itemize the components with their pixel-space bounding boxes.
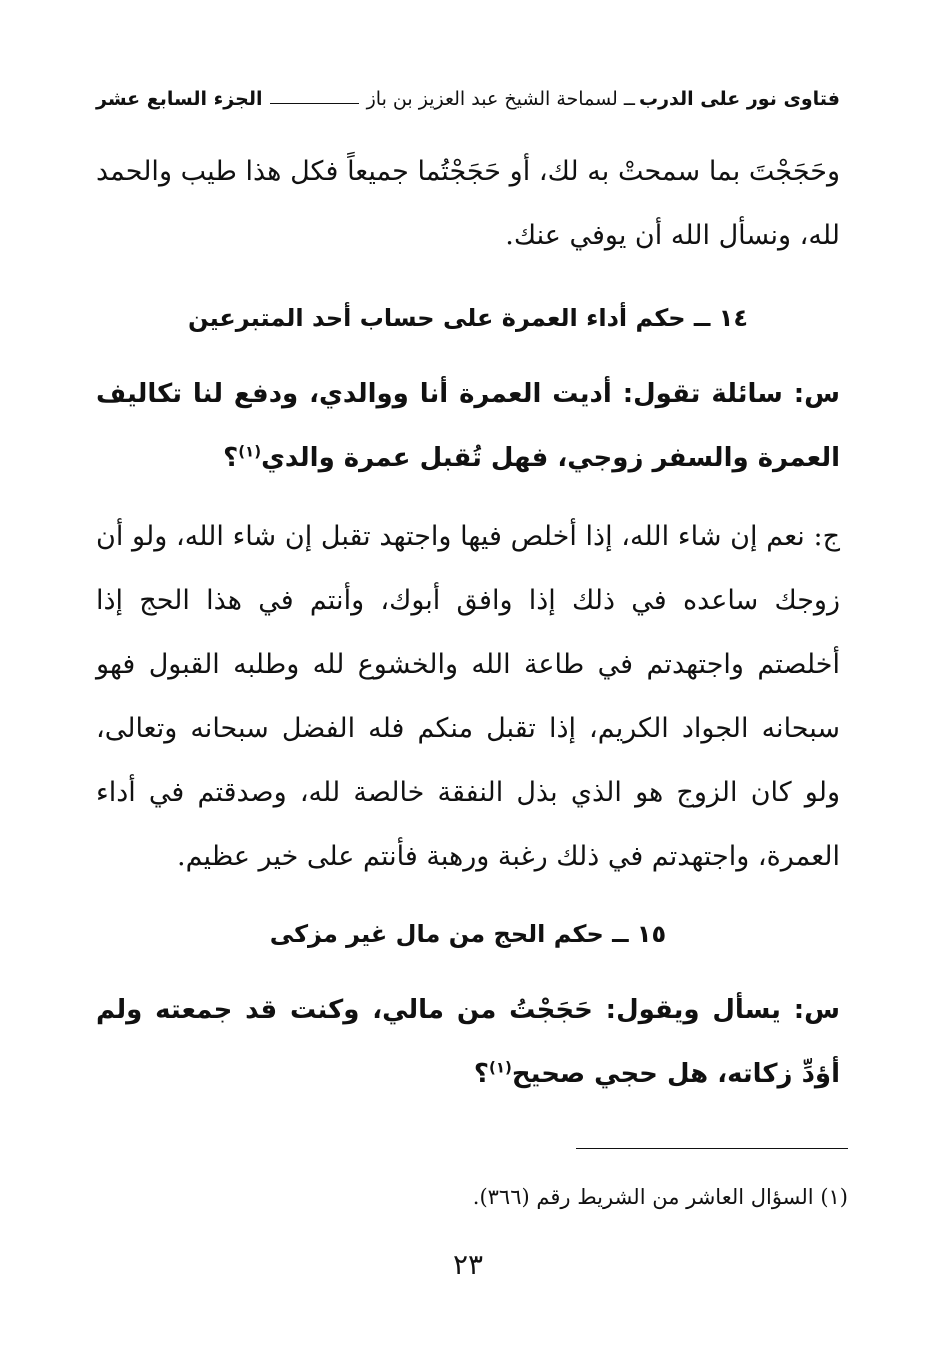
- question-15-text: س: يسأل ويقول: حَجَجْتُ من مالي، وكنت قد جمعته ولم أؤدِّ زكاته، هل حجي صحيح: [96, 995, 840, 1089]
- footnote: (١) السؤال العاشر من الشريط رقم (٣٦٦).: [472, 1185, 848, 1209]
- header-rule: [270, 103, 358, 104]
- question-15-end: ؟: [473, 1059, 489, 1089]
- page-number: ٢٣: [452, 1248, 484, 1281]
- question-14: [96, 362, 840, 490]
- answer-14: ج: نعم إن شاء الله، إذا أخلص فيها واجتهد تقبل إن شاء الله، ولو أن زوجك ساعده في ذلك إذا وافق أبوك، وأنتم في هذا الحج إذا أخلصتم واجتهدتم في طاعة الله والخشوع لله وطلبه القبول فهو سبحانه الجواد الكريم، إذا تقبل منكم فله الفضل سبحانه وتعالى، ولو كان الزوج هو الذي بذل النفقة خالصة لله، وصدقتم في أداء العمرة، واجتهدتم في ذلك رغبة ورهبة فأنتم على خير عظيم.: [96, 521, 840, 872]
- section-heading-14: ١٤ ــ حكم أداء العمرة على حساب أحد المتبرعين: [188, 304, 748, 332]
- footnote-marker: (١): [489, 1058, 512, 1077]
- volume-label: الجزء السابع عشر: [96, 88, 263, 110]
- continuation-paragraph: وحَجَجْتَ بما سمحتْ به لك، أو حَجَجْتُما جميعاً فكل هذا طيب والحمد لله، ونسأل الله أن يوفي عنك.: [96, 156, 840, 251]
- question-15: [96, 978, 840, 1106]
- footnote-marker: (١): [238, 442, 262, 461]
- footnote-divider: [576, 1148, 848, 1149]
- running-header: [96, 84, 840, 114]
- question-14-end: ؟: [223, 443, 239, 473]
- section-heading-15: ١٥ ــ حكم الحج من مال غير مزكى: [269, 920, 667, 948]
- book-title: فتاوى نور على الدرب: [639, 88, 840, 110]
- question-14-text: س: سائلة تقول: أديت العمرة أنا ووالدي، ودفع لنا تكاليف العمرة والسفر زوجي، فهل تُقبل عمرة والدي: [96, 379, 840, 473]
- author-name: ــ لسماحة الشيخ عبد العزيز بن باز: [366, 88, 635, 110]
